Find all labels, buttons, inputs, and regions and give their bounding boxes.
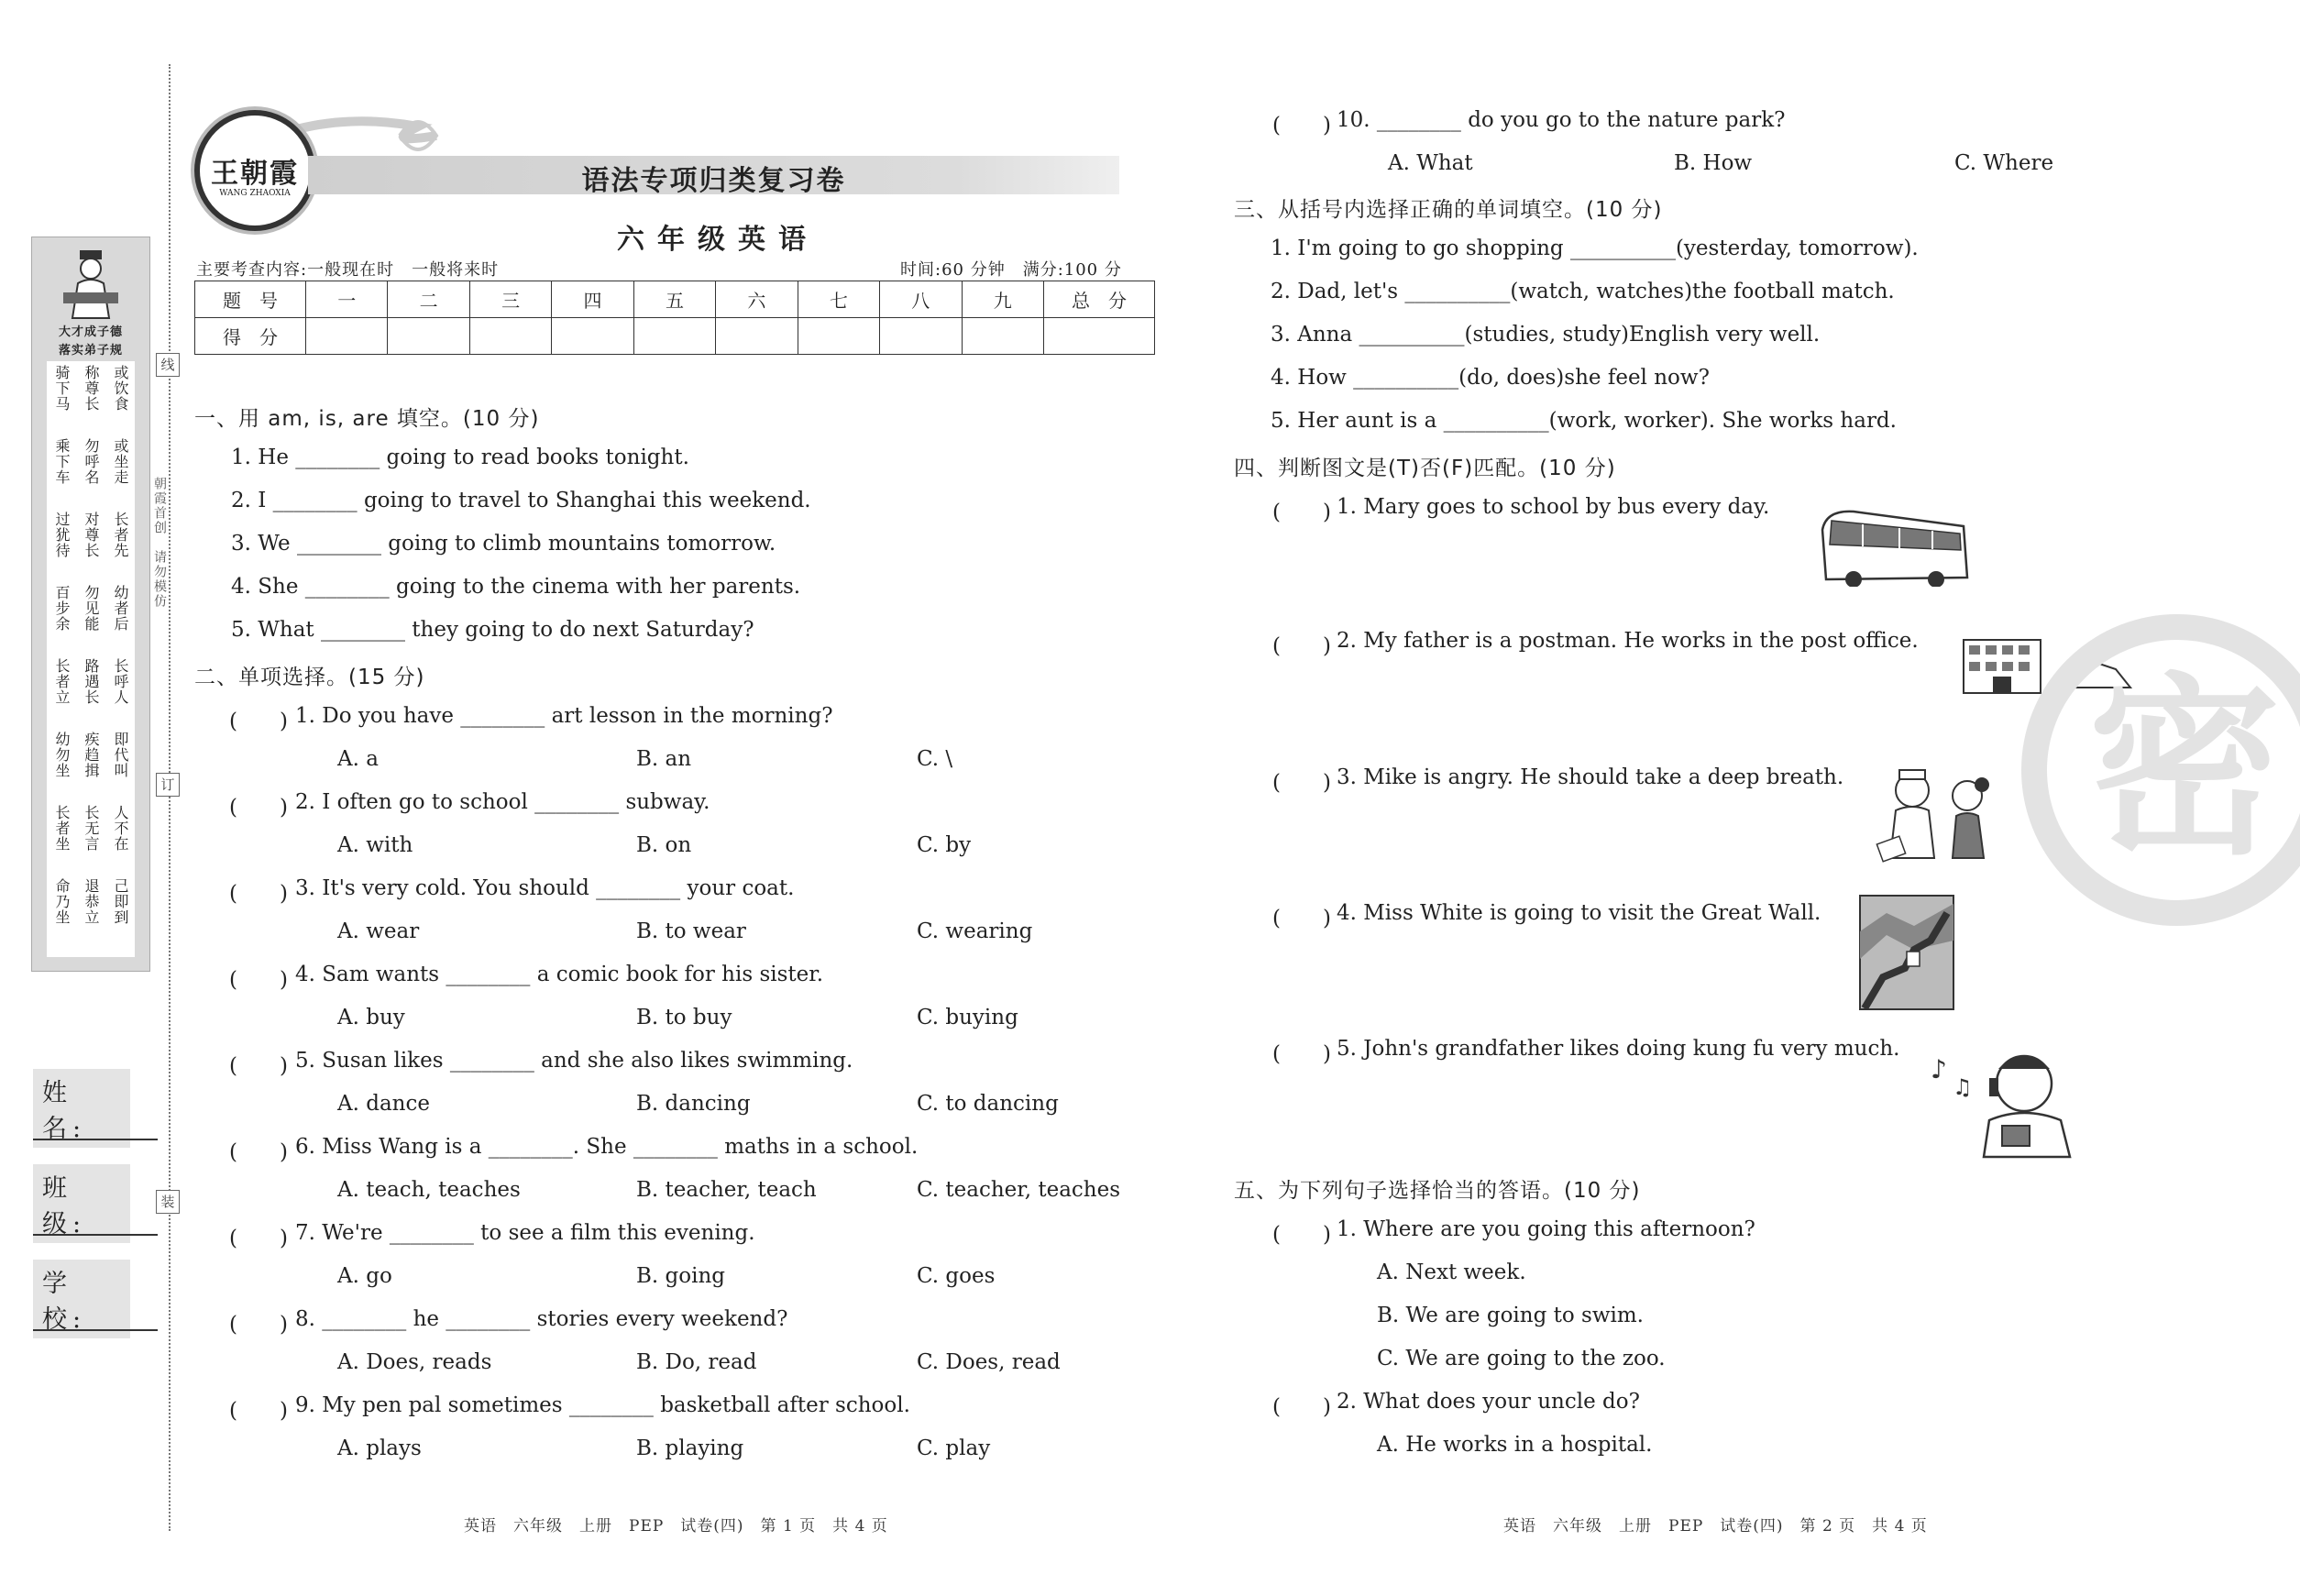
proverb-text: 称尊长 [83, 365, 100, 412]
mc-question: 2. I often go to school ________ subway. [295, 790, 710, 814]
proverb-text: 长者立 [53, 658, 71, 705]
word-choice-question: 4. How __________(do, does)she feel now? [1271, 366, 1710, 390]
answer-paren[interactable]: ( ) [229, 710, 288, 733]
score-input-cell[interactable] [1044, 318, 1155, 355]
option-c[interactable]: C. Where [1954, 151, 2054, 175]
proverb-row [47, 585, 135, 632]
proverb-text: 或饮食 [112, 365, 129, 412]
music-note-icon: ♫ [1953, 1074, 1973, 1100]
great-wall-picture [1859, 895, 1954, 1010]
proverb-text: 人不在 [112, 805, 129, 852]
option-a[interactable]: A. with [337, 833, 413, 857]
binding-mark-order: 订 [156, 773, 180, 797]
subject-subtitle: 六年级英语 [617, 224, 819, 256]
name-field[interactable] [33, 1069, 158, 1148]
proverb-row [47, 658, 135, 705]
answer-paren[interactable]: ( ) [229, 1399, 288, 1423]
score-table-cell: 五 [633, 281, 715, 318]
fill-blank-question: 1. He ________ going to read books tonight. [231, 446, 689, 469]
score-table-cell: 二 [388, 281, 469, 318]
proverb-text: 退恭立 [83, 878, 100, 925]
proverb-text: 勿呼名 [83, 438, 100, 485]
class-blank[interactable] [33, 1234, 158, 1236]
binding-line [169, 64, 171, 1531]
option-c[interactable]: C. teacher, teaches [917, 1178, 1121, 1202]
tf-question: 4. Miss White is going to visit the Great Wall. [1337, 901, 1821, 925]
mc-question: 3. It's very cold. You should ________ your coat. [295, 876, 795, 900]
option-a[interactable]: A. buy [337, 1006, 405, 1029]
proverb-row [47, 878, 135, 925]
word-choice-question: 5. Her aunt is a __________(work, worker). She works hard. [1271, 409, 1897, 433]
score-table-header-row [195, 281, 1155, 318]
score-table-cell: 六 [716, 281, 798, 318]
tf-question: 3. Mike is angry. He should take a deep breath. [1337, 765, 1844, 789]
answer-paren[interactable]: ( ) [1272, 907, 1331, 930]
proverb-text: 己即到 [112, 878, 129, 925]
option-a[interactable]: A. plays [337, 1436, 422, 1460]
score-table-cell: 得 分 [195, 318, 306, 355]
proverb-text: 长者先 [112, 512, 129, 558]
answer-paren[interactable]: ( ) [229, 882, 288, 906]
proverb-text: 长无言 [83, 805, 100, 852]
footer-page-1: 英语 六年级 上册 PEP 试卷(四) 第 1 页 共 4 页 [464, 1517, 888, 1535]
option-a[interactable]: A. teach, teaches [337, 1178, 521, 1202]
option-b[interactable]: B. teacher, teach [636, 1178, 817, 1202]
score-table-cell: 题 号 [195, 281, 306, 318]
score-table-cell: 三 [469, 281, 551, 318]
option-a[interactable]: A. wear [337, 919, 420, 943]
answer-paren[interactable]: ( ) [229, 796, 288, 820]
answer-paren[interactable]: ( ) [229, 1227, 288, 1250]
option-b[interactable]: B. Do, read [636, 1350, 757, 1374]
doctor-and-girl-picture [1876, 766, 2004, 867]
answer-paren[interactable]: ( ) [1272, 114, 1331, 138]
proverb-row [47, 512, 135, 558]
option-b[interactable]: B. How [1674, 151, 1753, 175]
tf-question: 2. My father is a postman. He works in the post office. [1337, 629, 1919, 653]
section-3-heading: 三、从括号内选择正确的单词填空。(10 分) [1234, 198, 1663, 222]
option-c[interactable]: C. play [917, 1436, 991, 1460]
proverb-text: 幼勿坐 [53, 732, 71, 778]
seal-character: 密 [2087, 656, 2281, 881]
answer-paren[interactable]: ( ) [229, 1313, 288, 1337]
option-c[interactable]: C. to dancing [917, 1092, 1059, 1116]
mc-question: 10. ________ do you go to the nature park? [1337, 108, 1786, 132]
brand-logo [194, 110, 315, 231]
option-c[interactable]: C. \ [917, 747, 953, 771]
word-choice-question: 2. Dad, let's __________(watch, watches)the football match. [1271, 280, 1895, 303]
logo-subtext: WANG ZHAOXIA [219, 189, 291, 198]
option-b[interactable]: B. an [636, 747, 692, 771]
section-4-heading: 四、判断图文是(T)否(F)匹配。(10 分) [1234, 457, 1616, 480]
mc-question: 6. Miss Wang is a ________. She ________ maths in a school. [295, 1135, 919, 1159]
option-a[interactable]: A. What [1388, 151, 1473, 175]
class-field[interactable] [33, 1164, 158, 1243]
proverb-row [47, 365, 135, 412]
proverb-text: 对尊长 [83, 512, 100, 558]
option-a[interactable]: A. go [337, 1264, 392, 1288]
word-choice-question: 1. I'm going to go shopping __________(yesterday, tomorrow). [1271, 237, 1919, 260]
proverb-panel [31, 237, 150, 972]
score-input-cell[interactable] [552, 318, 633, 355]
answer-paren[interactable]: ( ) [229, 968, 288, 992]
score-table-cell: 四 [552, 281, 633, 318]
answer-paren[interactable]: ( ) [1272, 634, 1331, 658]
scholar-figure-icon [60, 247, 122, 320]
proverb-text: 勿见能 [83, 585, 100, 632]
binding-mark-bind: 装 [156, 1190, 180, 1214]
exam-scope: 主要考查内容:一般现在时 一般将来时 [196, 260, 500, 280]
response-option-a[interactable]: A. Next week. [1377, 1260, 1526, 1284]
time-score-info: 时间:60 分钟 满分:100 分 [900, 260, 1122, 280]
option-b[interactable]: B. playing [636, 1436, 744, 1460]
score-table-cell: 总 分 [1044, 281, 1155, 318]
score-input-cell[interactable] [962, 318, 1044, 355]
proverb-text: 乘下车 [53, 438, 71, 485]
bus-picture [1817, 502, 1971, 587]
proverb-text: 过犹待 [53, 512, 71, 558]
proverb-text: 骑下马 [53, 365, 71, 412]
proverb-list [47, 361, 135, 957]
response-option-b[interactable]: B. We are going to swim. [1377, 1304, 1644, 1327]
fill-blank-question: 2. I ________ going to travel to Shanghai this weekend. [231, 489, 811, 512]
proverb-text: 幼者后 [112, 585, 129, 632]
proverb-row [47, 805, 135, 852]
option-b[interactable]: B. on [636, 833, 692, 857]
word-choice-question: 3. Anna __________(studies, study)English very well. [1271, 323, 1821, 347]
score-input-cell[interactable] [633, 318, 715, 355]
score-input-cell[interactable] [880, 318, 962, 355]
option-c[interactable]: C. wearing [917, 919, 1033, 943]
score-table-cell: 七 [798, 281, 879, 318]
school-blank[interactable] [33, 1329, 158, 1331]
footer-page-2: 英语 六年级 上册 PEP 试卷(四) 第 2 页 共 4 页 [1503, 1517, 1928, 1535]
section-5-heading: 五、为下列句子选择恰当的答语。(10 分) [1234, 1179, 1641, 1203]
title-banner [308, 156, 1119, 197]
option-a[interactable]: A. Does, reads [337, 1350, 492, 1374]
mc-question: 9. My pen pal sometimes ________ basketball after school. [295, 1393, 910, 1417]
fill-blank-question: 4. She ________ going to the cinema with her parents. [231, 575, 801, 599]
fill-blank-question: 3. We ________ going to climb mountains tomorrow. [231, 532, 776, 556]
score-input-cell[interactable] [469, 318, 551, 355]
school-field[interactable] [33, 1260, 158, 1338]
option-c[interactable]: C. by [917, 833, 972, 857]
score-table [194, 281, 1155, 355]
music-note-icon: ♪ [1931, 1054, 1947, 1084]
score-table-cell: 一 [306, 281, 388, 318]
name-blank[interactable] [33, 1139, 158, 1140]
score-input-cell[interactable] [716, 318, 798, 355]
response-option-c[interactable]: C. We are going to the zoo. [1377, 1347, 1666, 1370]
motto-line-2: 落实弟子规 [58, 344, 123, 358]
proverb-text: 长呼人 [112, 658, 129, 705]
option-a[interactable]: A. a [337, 747, 379, 771]
answer-paren[interactable]: ( ) [1272, 1042, 1331, 1066]
answer-paren[interactable]: ( ) [229, 1054, 288, 1078]
name-label: 姓 名: [33, 1069, 130, 1148]
mc-question: 1. Do you have ________ art lesson in the morning? [295, 704, 833, 728]
logo-text: 王朝霞 [211, 158, 299, 190]
answer-paren[interactable]: ( ) [1272, 771, 1331, 795]
proverb-text: 或坐走 [112, 438, 129, 485]
proverb-text: 路遇长 [83, 658, 100, 705]
proverb-text: 百步余 [53, 585, 71, 632]
mc-question: 8. ________ he ________ stories every weekend? [295, 1307, 788, 1331]
mc-question: 7. We're ________ to see a film this evening. [295, 1221, 755, 1245]
copyright-notice: 朝霞首创 请勿模仿 [152, 477, 167, 609]
school-label: 学 校: [33, 1260, 130, 1338]
paper-title: 语法专项归类复习卷 [581, 165, 846, 197]
tf-question: 1. Mary goes to school by bus every day. [1337, 495, 1770, 519]
option-a[interactable]: A. dance [337, 1092, 430, 1116]
mc-question: 4. Sam wants ________ a comic book for his sister. [295, 963, 824, 986]
tf-question: 5. John's grandfather likes doing kung fu very much. [1337, 1037, 1900, 1061]
proverb-row [47, 732, 135, 778]
proverb-text: 疾趋揖 [83, 732, 100, 778]
proverb-text: 长者坐 [53, 805, 71, 852]
score-input-cell[interactable] [388, 318, 469, 355]
option-c[interactable]: C. buying [917, 1006, 1018, 1029]
proverb-text: 命乃坐 [53, 878, 71, 925]
class-label: 班 级: [33, 1164, 130, 1243]
fill-blank-question: 5. What ________ they going to do next Saturday? [231, 618, 754, 642]
motto-line-1: 大才成子德 [58, 325, 123, 339]
section-1-heading: 一、用 am, is, are 填空。(10 分) [194, 407, 540, 431]
man-listening-music-picture [1929, 1041, 2090, 1159]
proverb-text: 即代叫 [112, 732, 129, 778]
answer-paren[interactable]: ( ) [1272, 501, 1331, 524]
option-c[interactable]: C. goes [917, 1264, 996, 1288]
answer-paren[interactable]: ( ) [229, 1140, 288, 1164]
response-question: 2. What does your uncle do? [1337, 1390, 1640, 1414]
answer-paren[interactable]: ( ) [1272, 1395, 1331, 1419]
binding-mark-line: 线 [156, 353, 180, 377]
answer-paren[interactable]: ( ) [1272, 1223, 1331, 1247]
response-question: 1. Where are you going this afternoon? [1337, 1217, 1755, 1241]
score-input-cell[interactable] [306, 318, 388, 355]
score-table-cell: 九 [962, 281, 1044, 318]
option-b[interactable]: B. going [636, 1264, 725, 1288]
response-option-a[interactable]: A. He works in a hospital. [1377, 1433, 1653, 1457]
section-2-heading: 二、单项选择。(15 分) [194, 666, 425, 689]
option-b[interactable]: B. dancing [636, 1092, 751, 1116]
option-c[interactable]: C. Does, read [917, 1350, 1061, 1374]
mc-question: 5. Susan likes ________ and she also likes swimming. [295, 1049, 853, 1073]
option-b[interactable]: B. to wear [636, 919, 746, 943]
option-b[interactable]: B. to buy [636, 1006, 732, 1029]
score-table-cell: 八 [880, 281, 962, 318]
score-table-score-row [195, 318, 1155, 355]
score-input-cell[interactable] [798, 318, 879, 355]
proverb-row [47, 438, 135, 485]
